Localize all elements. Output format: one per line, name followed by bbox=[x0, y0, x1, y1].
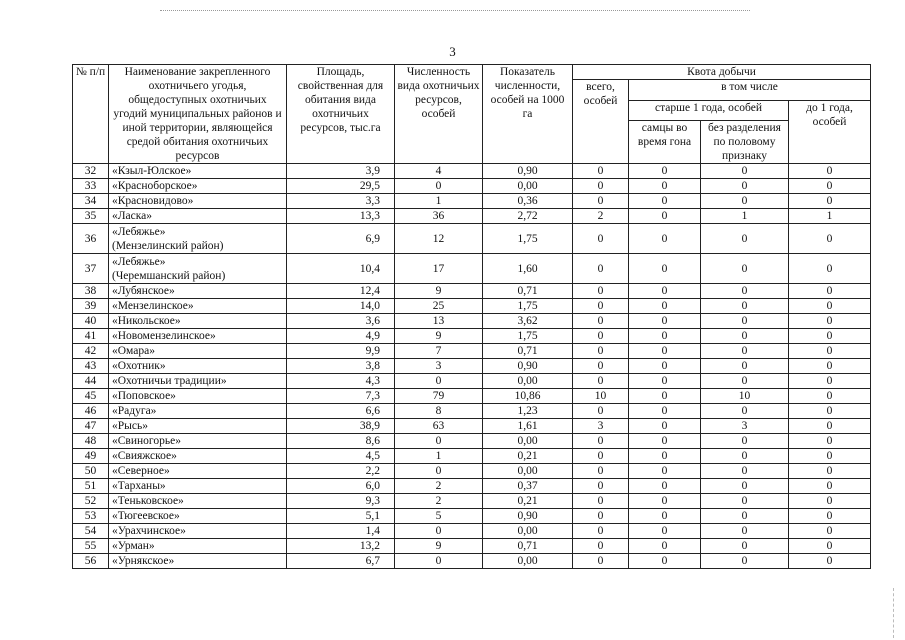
table-row bbox=[73, 539, 871, 554]
cell-males: 0 bbox=[629, 404, 701, 419]
cell-nosex: 0 bbox=[701, 224, 789, 254]
cell-name bbox=[109, 224, 287, 254]
cell-total: 10 bbox=[573, 389, 629, 404]
cell-density: 0,37 bbox=[483, 479, 573, 494]
cell-name: «Рысь» bbox=[109, 419, 287, 434]
cell-number: 41 bbox=[73, 329, 109, 344]
cell-males: 0 bbox=[629, 284, 701, 299]
cell-count: 5 bbox=[395, 509, 483, 524]
cell-young: 0 bbox=[789, 419, 871, 434]
table-row bbox=[73, 389, 871, 404]
cell-nosex: 0 bbox=[701, 404, 789, 419]
cell-males: 0 bbox=[629, 209, 701, 224]
cell-name: «Северное» bbox=[109, 464, 287, 479]
cell-total: 0 bbox=[573, 464, 629, 479]
cell-density: 0,21 bbox=[483, 494, 573, 509]
cell-number: 32 bbox=[73, 164, 109, 179]
header-including: в том числе bbox=[629, 80, 871, 101]
cell-name: «Тарханы» bbox=[109, 479, 287, 494]
cell-young: 0 bbox=[789, 494, 871, 509]
cell-count: 25 bbox=[395, 299, 483, 314]
cell-number: 36 bbox=[73, 224, 109, 254]
cell-total: 0 bbox=[573, 494, 629, 509]
table-row bbox=[73, 314, 871, 329]
cell-number: 40 bbox=[73, 314, 109, 329]
cell-nosex: 0 bbox=[701, 479, 789, 494]
cell-count: 3 bbox=[395, 359, 483, 374]
cell-name: «Свиногорье» bbox=[109, 434, 287, 449]
cell-young: 0 bbox=[789, 509, 871, 524]
cell-number: 54 bbox=[73, 524, 109, 539]
cell-total: 0 bbox=[573, 224, 629, 254]
cell-density: 3,62 bbox=[483, 314, 573, 329]
cell-name-line: «Лебяжье» bbox=[112, 225, 166, 238]
table-row bbox=[73, 209, 871, 224]
header-quota: Квота добычи bbox=[573, 65, 871, 80]
cell-young: 0 bbox=[789, 554, 871, 569]
cell-total: 0 bbox=[573, 254, 629, 284]
cell-name: «Красновидово» bbox=[109, 194, 287, 209]
cell-area: 8,6 bbox=[287, 434, 395, 449]
cell-males: 0 bbox=[629, 374, 701, 389]
cell-nosex: 0 bbox=[701, 539, 789, 554]
cell-total: 0 bbox=[573, 449, 629, 464]
cell-density: 0,00 bbox=[483, 554, 573, 569]
cell-name: «Теньковское» bbox=[109, 494, 287, 509]
cell-total: 3 bbox=[573, 419, 629, 434]
cell-density: 0,00 bbox=[483, 179, 573, 194]
cell-area: 4,9 bbox=[287, 329, 395, 344]
header-nosex: без разделения по половому признаку bbox=[701, 121, 789, 164]
cell-young: 0 bbox=[789, 299, 871, 314]
table-row bbox=[73, 284, 871, 299]
cell-young: 0 bbox=[789, 254, 871, 284]
cell-name: «Урман» bbox=[109, 539, 287, 554]
cell-total: 0 bbox=[573, 194, 629, 209]
cell-name-district: (Мензелинский район) bbox=[112, 239, 224, 252]
cell-nosex: 10 bbox=[701, 389, 789, 404]
cell-young: 0 bbox=[789, 344, 871, 359]
cell-number: 39 bbox=[73, 299, 109, 314]
cell-name: «Мензелинское» bbox=[109, 299, 287, 314]
cell-males: 0 bbox=[629, 254, 701, 284]
cell-count: 79 bbox=[395, 389, 483, 404]
cell-number: 45 bbox=[73, 389, 109, 404]
cell-count: 4 bbox=[395, 164, 483, 179]
cell-area: 6,9 bbox=[287, 224, 395, 254]
cell-young: 0 bbox=[789, 179, 871, 194]
cell-total: 0 bbox=[573, 284, 629, 299]
cell-males: 0 bbox=[629, 449, 701, 464]
cell-males: 0 bbox=[629, 464, 701, 479]
cell-young: 0 bbox=[789, 329, 871, 344]
cell-name: «Свияжское» bbox=[109, 449, 287, 464]
cell-area: 2,2 bbox=[287, 464, 395, 479]
cell-males: 0 bbox=[629, 179, 701, 194]
cell-number: 56 bbox=[73, 554, 109, 569]
cell-number: 44 bbox=[73, 374, 109, 389]
header-num: № п/п bbox=[73, 65, 109, 164]
cell-count: 8 bbox=[395, 404, 483, 419]
cell-total: 0 bbox=[573, 404, 629, 419]
cell-density: 0,90 bbox=[483, 509, 573, 524]
cell-area: 6,0 bbox=[287, 479, 395, 494]
cell-count: 0 bbox=[395, 464, 483, 479]
cell-area: 3,9 bbox=[287, 164, 395, 179]
cell-name: «Красноборское» bbox=[109, 179, 287, 194]
cell-total: 0 bbox=[573, 509, 629, 524]
cell-young: 0 bbox=[789, 464, 871, 479]
header-count: Численность вида охотничьих ресурсов, особей bbox=[395, 65, 483, 164]
header-scan-line bbox=[160, 10, 750, 11]
cell-total: 0 bbox=[573, 554, 629, 569]
cell-nosex: 3 bbox=[701, 419, 789, 434]
cell-area: 14,0 bbox=[287, 299, 395, 314]
cell-density: 0,71 bbox=[483, 344, 573, 359]
table-row bbox=[73, 449, 871, 464]
cell-males: 0 bbox=[629, 314, 701, 329]
cell-males: 0 bbox=[629, 164, 701, 179]
cell-nosex: 0 bbox=[701, 284, 789, 299]
cell-nosex: 0 bbox=[701, 524, 789, 539]
table-row bbox=[73, 329, 871, 344]
cell-males: 0 bbox=[629, 524, 701, 539]
table-row bbox=[73, 194, 871, 209]
cell-number: 38 bbox=[73, 284, 109, 299]
table-row bbox=[73, 359, 871, 374]
cell-males: 0 bbox=[629, 539, 701, 554]
table-row bbox=[73, 419, 871, 434]
table-row bbox=[73, 224, 871, 254]
cell-total: 0 bbox=[573, 539, 629, 554]
header-density: Показатель численности, особей на 1000 га bbox=[483, 65, 573, 164]
cell-count: 0 bbox=[395, 554, 483, 569]
cell-name: «Кзыл-Юлское» bbox=[109, 164, 287, 179]
cell-number: 53 bbox=[73, 509, 109, 524]
cell-density: 1,75 bbox=[483, 224, 573, 254]
cell-area: 4,3 bbox=[287, 374, 395, 389]
cell-count: 2 bbox=[395, 494, 483, 509]
cell-count: 9 bbox=[395, 284, 483, 299]
cell-number: 50 bbox=[73, 464, 109, 479]
cell-count: 0 bbox=[395, 434, 483, 449]
cell-area: 13,2 bbox=[287, 539, 395, 554]
cell-total: 0 bbox=[573, 164, 629, 179]
cell-count: 36 bbox=[395, 209, 483, 224]
hunting-quota-table bbox=[72, 64, 871, 569]
cell-area: 6,7 bbox=[287, 554, 395, 569]
cell-young: 0 bbox=[789, 449, 871, 464]
cell-young: 0 bbox=[789, 434, 871, 449]
cell-name-line: «Лебяжье» bbox=[112, 255, 166, 268]
cell-number: 49 bbox=[73, 449, 109, 464]
cell-name: «Поповское» bbox=[109, 389, 287, 404]
cell-name: «Радуга» bbox=[109, 404, 287, 419]
cell-area: 1,4 bbox=[287, 524, 395, 539]
cell-males: 0 bbox=[629, 224, 701, 254]
cell-total: 0 bbox=[573, 329, 629, 344]
cell-males: 0 bbox=[629, 494, 701, 509]
cell-young: 0 bbox=[789, 164, 871, 179]
cell-density: 1,60 bbox=[483, 254, 573, 284]
cell-males: 0 bbox=[629, 359, 701, 374]
table-row bbox=[73, 554, 871, 569]
cell-count: 1 bbox=[395, 449, 483, 464]
cell-young: 0 bbox=[789, 194, 871, 209]
cell-area: 9,3 bbox=[287, 494, 395, 509]
cell-young: 0 bbox=[789, 539, 871, 554]
cell-males: 0 bbox=[629, 434, 701, 449]
cell-number: 46 bbox=[73, 404, 109, 419]
cell-density: 2,72 bbox=[483, 209, 573, 224]
cell-area: 12,4 bbox=[287, 284, 395, 299]
table-body bbox=[73, 164, 871, 569]
cell-density: 0,00 bbox=[483, 464, 573, 479]
table-row bbox=[73, 179, 871, 194]
cell-total: 0 bbox=[573, 299, 629, 314]
cell-count: 0 bbox=[395, 179, 483, 194]
table-row bbox=[73, 164, 871, 179]
cell-number: 34 bbox=[73, 194, 109, 209]
cell-young: 0 bbox=[789, 389, 871, 404]
cell-males: 0 bbox=[629, 509, 701, 524]
cell-young: 0 bbox=[789, 524, 871, 539]
cell-number: 47 bbox=[73, 419, 109, 434]
cell-density: 1,75 bbox=[483, 329, 573, 344]
cell-nosex: 1 bbox=[701, 209, 789, 224]
table-row bbox=[73, 254, 871, 284]
header-males: самцы во время гона bbox=[629, 121, 701, 164]
table-row bbox=[73, 464, 871, 479]
cell-males: 0 bbox=[629, 344, 701, 359]
cell-young: 0 bbox=[789, 284, 871, 299]
scan-edge-mark bbox=[893, 588, 904, 638]
cell-nosex: 0 bbox=[701, 509, 789, 524]
header-name: Наименование закрепленного охотничьего угодья, общедоступных охотничьих угодий муниципальных районов и иной территории, являющейся средой обитания охотничьих ресурсов bbox=[109, 65, 287, 164]
cell-area: 4,5 bbox=[287, 449, 395, 464]
cell-nosex: 0 bbox=[701, 374, 789, 389]
table-row bbox=[73, 524, 871, 539]
cell-total: 0 bbox=[573, 314, 629, 329]
cell-nosex: 0 bbox=[701, 329, 789, 344]
cell-density: 0,00 bbox=[483, 524, 573, 539]
cell-nosex: 0 bbox=[701, 254, 789, 284]
cell-density: 1,75 bbox=[483, 299, 573, 314]
table-header bbox=[73, 65, 871, 164]
cell-area: 7,3 bbox=[287, 389, 395, 404]
cell-nosex: 0 bbox=[701, 299, 789, 314]
cell-total: 0 bbox=[573, 374, 629, 389]
cell-nosex: 0 bbox=[701, 494, 789, 509]
cell-number: 51 bbox=[73, 479, 109, 494]
cell-count: 63 bbox=[395, 419, 483, 434]
cell-count: 9 bbox=[395, 329, 483, 344]
cell-count: 1 bbox=[395, 194, 483, 209]
cell-count: 17 bbox=[395, 254, 483, 284]
cell-total: 0 bbox=[573, 359, 629, 374]
cell-young: 1 bbox=[789, 209, 871, 224]
cell-area: 3,3 bbox=[287, 194, 395, 209]
table-row bbox=[73, 299, 871, 314]
cell-area: 6,6 bbox=[287, 404, 395, 419]
cell-density: 1,23 bbox=[483, 404, 573, 419]
cell-density: 1,61 bbox=[483, 419, 573, 434]
cell-density: 0,71 bbox=[483, 284, 573, 299]
cell-area: 9,9 bbox=[287, 344, 395, 359]
header-older: старше 1 года, особей bbox=[629, 100, 789, 121]
cell-number: 43 bbox=[73, 359, 109, 374]
cell-number: 55 bbox=[73, 539, 109, 554]
table-row bbox=[73, 509, 871, 524]
cell-count: 0 bbox=[395, 374, 483, 389]
cell-number: 52 bbox=[73, 494, 109, 509]
cell-number: 37 bbox=[73, 254, 109, 284]
cell-young: 0 bbox=[789, 404, 871, 419]
cell-nosex: 0 bbox=[701, 164, 789, 179]
page-number: 3 bbox=[449, 44, 456, 59]
cell-total: 0 bbox=[573, 344, 629, 359]
cell-name: «Урнякское» bbox=[109, 554, 287, 569]
table-row bbox=[73, 434, 871, 449]
cell-nosex: 0 bbox=[701, 359, 789, 374]
cell-total: 0 bbox=[573, 179, 629, 194]
cell-density: 0,36 bbox=[483, 194, 573, 209]
cell-nosex: 0 bbox=[701, 194, 789, 209]
cell-area: 5,1 bbox=[287, 509, 395, 524]
table-row bbox=[73, 374, 871, 389]
cell-males: 0 bbox=[629, 554, 701, 569]
cell-number: 35 bbox=[73, 209, 109, 224]
cell-density: 0,00 bbox=[483, 374, 573, 389]
cell-name: «Охотничьи традиции» bbox=[109, 374, 287, 389]
cell-young: 0 bbox=[789, 374, 871, 389]
cell-nosex: 0 bbox=[701, 554, 789, 569]
cell-nosex: 0 bbox=[701, 179, 789, 194]
cell-number: 42 bbox=[73, 344, 109, 359]
table-row bbox=[73, 479, 871, 494]
cell-young: 0 bbox=[789, 479, 871, 494]
table-row bbox=[73, 344, 871, 359]
cell-males: 0 bbox=[629, 389, 701, 404]
cell-total: 0 bbox=[573, 479, 629, 494]
cell-density: 0,21 bbox=[483, 449, 573, 464]
cell-males: 0 bbox=[629, 194, 701, 209]
cell-name: «Новомензелинское» bbox=[109, 329, 287, 344]
cell-total: 0 bbox=[573, 434, 629, 449]
cell-area: 38,9 bbox=[287, 419, 395, 434]
cell-count: 13 bbox=[395, 314, 483, 329]
header-total: всего, особей bbox=[573, 80, 629, 164]
cell-count: 7 bbox=[395, 344, 483, 359]
table-row bbox=[73, 404, 871, 419]
cell-area: 29,5 bbox=[287, 179, 395, 194]
cell-males: 0 bbox=[629, 329, 701, 344]
cell-name: «Омара» bbox=[109, 344, 287, 359]
cell-young: 0 bbox=[789, 359, 871, 374]
cell-young: 0 bbox=[789, 314, 871, 329]
cell-males: 0 bbox=[629, 479, 701, 494]
cell-young: 0 bbox=[789, 224, 871, 254]
cell-total: 0 bbox=[573, 524, 629, 539]
header-younger: до 1 года, особей bbox=[789, 100, 871, 164]
cell-nosex: 0 bbox=[701, 464, 789, 479]
cell-name: «Урахчинское» bbox=[109, 524, 287, 539]
cell-name: «Охотник» bbox=[109, 359, 287, 374]
cell-area: 10,4 bbox=[287, 254, 395, 284]
cell-nosex: 0 bbox=[701, 449, 789, 464]
cell-area: 3,6 bbox=[287, 314, 395, 329]
cell-name: «Лубянское» bbox=[109, 284, 287, 299]
cell-area: 13,3 bbox=[287, 209, 395, 224]
cell-name: «Никольское» bbox=[109, 314, 287, 329]
cell-males: 0 bbox=[629, 299, 701, 314]
cell-area: 3,8 bbox=[287, 359, 395, 374]
header-area: Площадь, свойственная для обитания вида охотничьих ресурсов, тыс.га bbox=[287, 65, 395, 164]
cell-density: 0,90 bbox=[483, 359, 573, 374]
cell-density: 0,00 bbox=[483, 434, 573, 449]
cell-number: 33 bbox=[73, 179, 109, 194]
cell-nosex: 0 bbox=[701, 344, 789, 359]
cell-count: 9 bbox=[395, 539, 483, 554]
cell-males: 0 bbox=[629, 419, 701, 434]
cell-name: «Ласка» bbox=[109, 209, 287, 224]
cell-total: 2 bbox=[573, 209, 629, 224]
cell-count: 2 bbox=[395, 479, 483, 494]
cell-count: 12 bbox=[395, 224, 483, 254]
cell-name-district: (Черемшанский район) bbox=[112, 269, 226, 282]
cell-nosex: 0 bbox=[701, 434, 789, 449]
cell-count: 0 bbox=[395, 524, 483, 539]
cell-nosex: 0 bbox=[701, 314, 789, 329]
cell-name bbox=[109, 254, 287, 284]
cell-density: 0,90 bbox=[483, 164, 573, 179]
cell-density: 0,71 bbox=[483, 539, 573, 554]
cell-number: 48 bbox=[73, 434, 109, 449]
cell-density: 10,86 bbox=[483, 389, 573, 404]
cell-name: «Тюгеевское» bbox=[109, 509, 287, 524]
table-row bbox=[73, 494, 871, 509]
